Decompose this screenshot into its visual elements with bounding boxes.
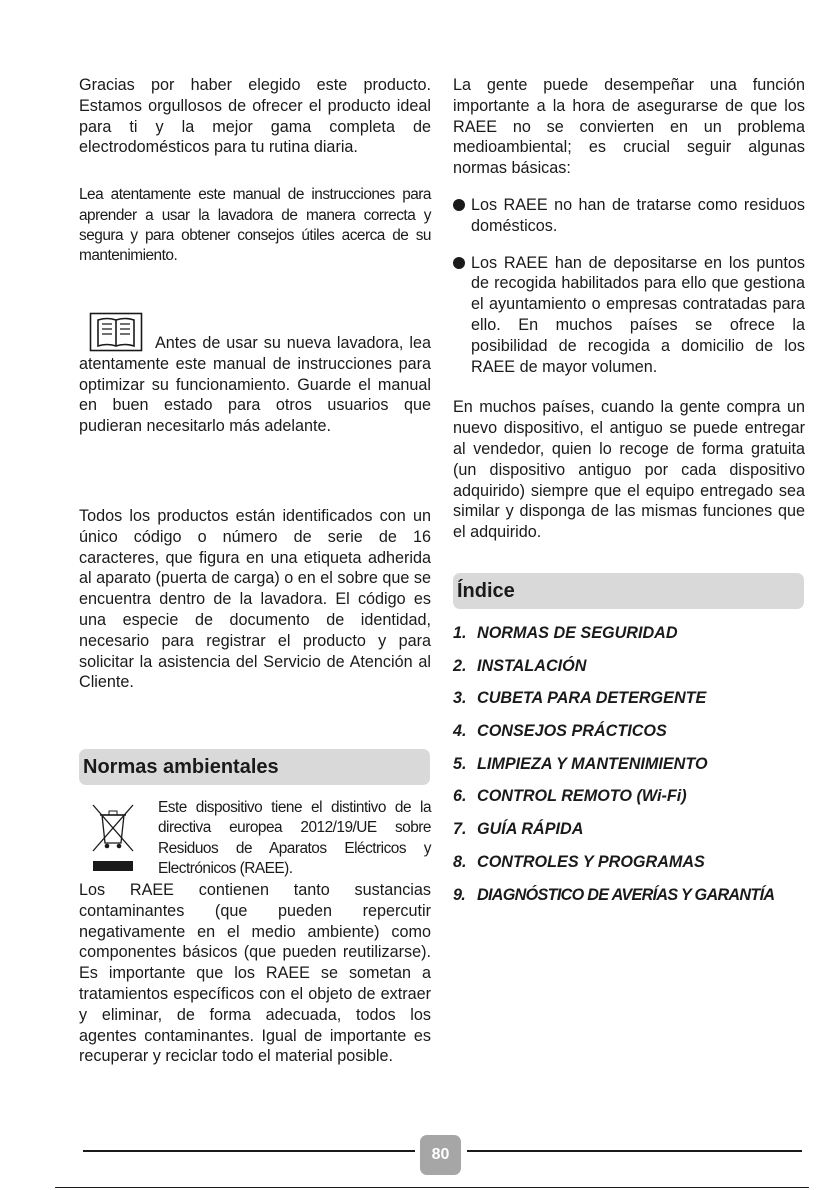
toc-item[interactable]: 2. INSTALACIÓN [453, 656, 587, 675]
weee-crossed-bin-icon [91, 803, 135, 881]
toc-item[interactable]: 9. DIAGNÓSTICO DE AVERÍAS Y GARANTÍA [453, 885, 775, 904]
toc-item[interactable]: 7. GUÍA RÁPIDA [453, 820, 584, 839]
toc-item[interactable]: 5. LIMPIEZA Y MANTENIMIENTO [453, 754, 708, 773]
raee-intro-paragraph: La gente puede desempeñar una función importante a la hora de asegurarse de que los RAEE no se convierten en un problema medioambiental; es crucial seguir algunas normas básicas: [453, 76, 805, 178]
toc-item[interactable]: 1. NORMAS DE SEGURIDAD [453, 624, 678, 642]
toc-item[interactable]: 6. CONTROL REMOTO (Wi-Fi) [453, 787, 687, 806]
toc-item-title: CONSEJOS PRÁCTICOS [477, 722, 667, 741]
list-item [453, 253, 805, 378]
footer-rule-right [467, 1150, 802, 1152]
bullet-text: Los RAEE no han de tratarse como residuos domésticos. [471, 195, 805, 235]
indice-heading: Índice [453, 573, 804, 609]
toc-item-title: LIMPIEZA Y MANTENIMIENTO [477, 754, 708, 773]
return-device-paragraph: En muchos países, cuando la gente compra un nuevo dispositivo, el antiguo se puede entregar al vendedor, quien lo recoge de forma gratuita (un dispositivo antiguo por cada dispositivo adquirido) siempre que el equipo entregado sea similar y disponga de las mismas funciones que el adquirido. [453, 398, 805, 542]
toc-item-title: NORMAS DE SEGURIDAD [477, 624, 678, 642]
bottom-rule [55, 1187, 809, 1188]
toc-item-title: CONTROL REMOTO (Wi-Fi) [477, 787, 687, 806]
manual-block [79, 312, 431, 437]
raee-paragraph: Los RAEE contienen tanto sustancias contaminantes (que pueden repercutir negativamente en el medio ambiente) como componentes básicos (que pueden reutilizarse). Es importante que los RAEE se sometan a tratamientos específicos con el objeto de extraer y eliminar, de forma adecuada, todos los agentes contaminantes. Igual de importante es recuperar y reciclar todo el material posible. [79, 881, 431, 1066]
bullet-text: Los RAEE han de depositarse en los puntos de recogida habilitados para ello que gestiona el ayuntamiento o empresas contratadas para ello. En muchos países se ofrece la posibilidad de recogida a domicilio de los RAEE de mayor volumen. [471, 253, 805, 376]
right-column [453, 72, 805, 904]
intro-paragraph: Gracias por haber elegido este producto. Estamos orgullosos de ofrecer el producto ideal para ti y la mejor gama completa de electrodomésticos para tu rutina diaria. [79, 76, 431, 157]
toc-item[interactable]: 8. CONTROLES Y PROGRAMAS [453, 852, 705, 871]
toc-item-title: GUÍA RÁPIDA [477, 820, 584, 839]
toc-item[interactable]: 4. CONSEJOS PRÁCTICOS [453, 722, 667, 741]
toc-item-title: CUBETA PARA DETERGENTE [477, 689, 707, 708]
toc-item[interactable]: 3. CUBETA PARA DETERGENTE [453, 689, 707, 708]
normas-ambientales-heading: Normas ambientales [79, 749, 430, 785]
bullet-icon [453, 257, 465, 269]
book-note: Antes de usar su nueva lavadora, lea atentamente este manual de instrucciones para optimizar su funcionamiento. Guarde el manual en buen estado para otros usuarios que pudieran necesitarlo más adelante. [79, 334, 431, 436]
bullet-icon [453, 199, 465, 211]
toc-item-title: INSTALACIÓN [477, 656, 587, 675]
toc-item-title: CONTROLES Y PROGRAMAS [477, 852, 705, 871]
page-number: 80 [420, 1135, 461, 1175]
footer-rule-left [83, 1150, 415, 1152]
weee-text: Este dispositivo tiene el distintivo de la directiva europea 2012/19/UE sobre Residuos de Aparatos Eléctricos y Electrónicos (RAEE). [158, 799, 431, 878]
table-of-contents [453, 623, 813, 917]
manual-note: Lea atentamente este manual de instrucciones para aprender a usar la lavadora de manera correcta y segura y para obtener consejos útiles acerca de su mantenimiento. [79, 186, 431, 265]
toc-item-title: DIAGNÓSTICO DE AVERÍAS Y GARANTÍA [477, 885, 775, 904]
list-item [453, 195, 805, 237]
manual-book-icon [89, 312, 143, 352]
left-column [79, 72, 431, 1066]
weee-notice [79, 798, 431, 880]
serial-code-paragraph: Todos los productos están identificados con un único código o número de serie de 16 caracteres, que figura en una etiqueta adherida al aparato (puerta de carga) o en el sobre que se encuentra dentro de la lavadora. El código es una especie de documento de identidad, necesario para registrar el producto y para solicitar la asistencia del Servicio de Atención al Cliente. [79, 507, 431, 692]
